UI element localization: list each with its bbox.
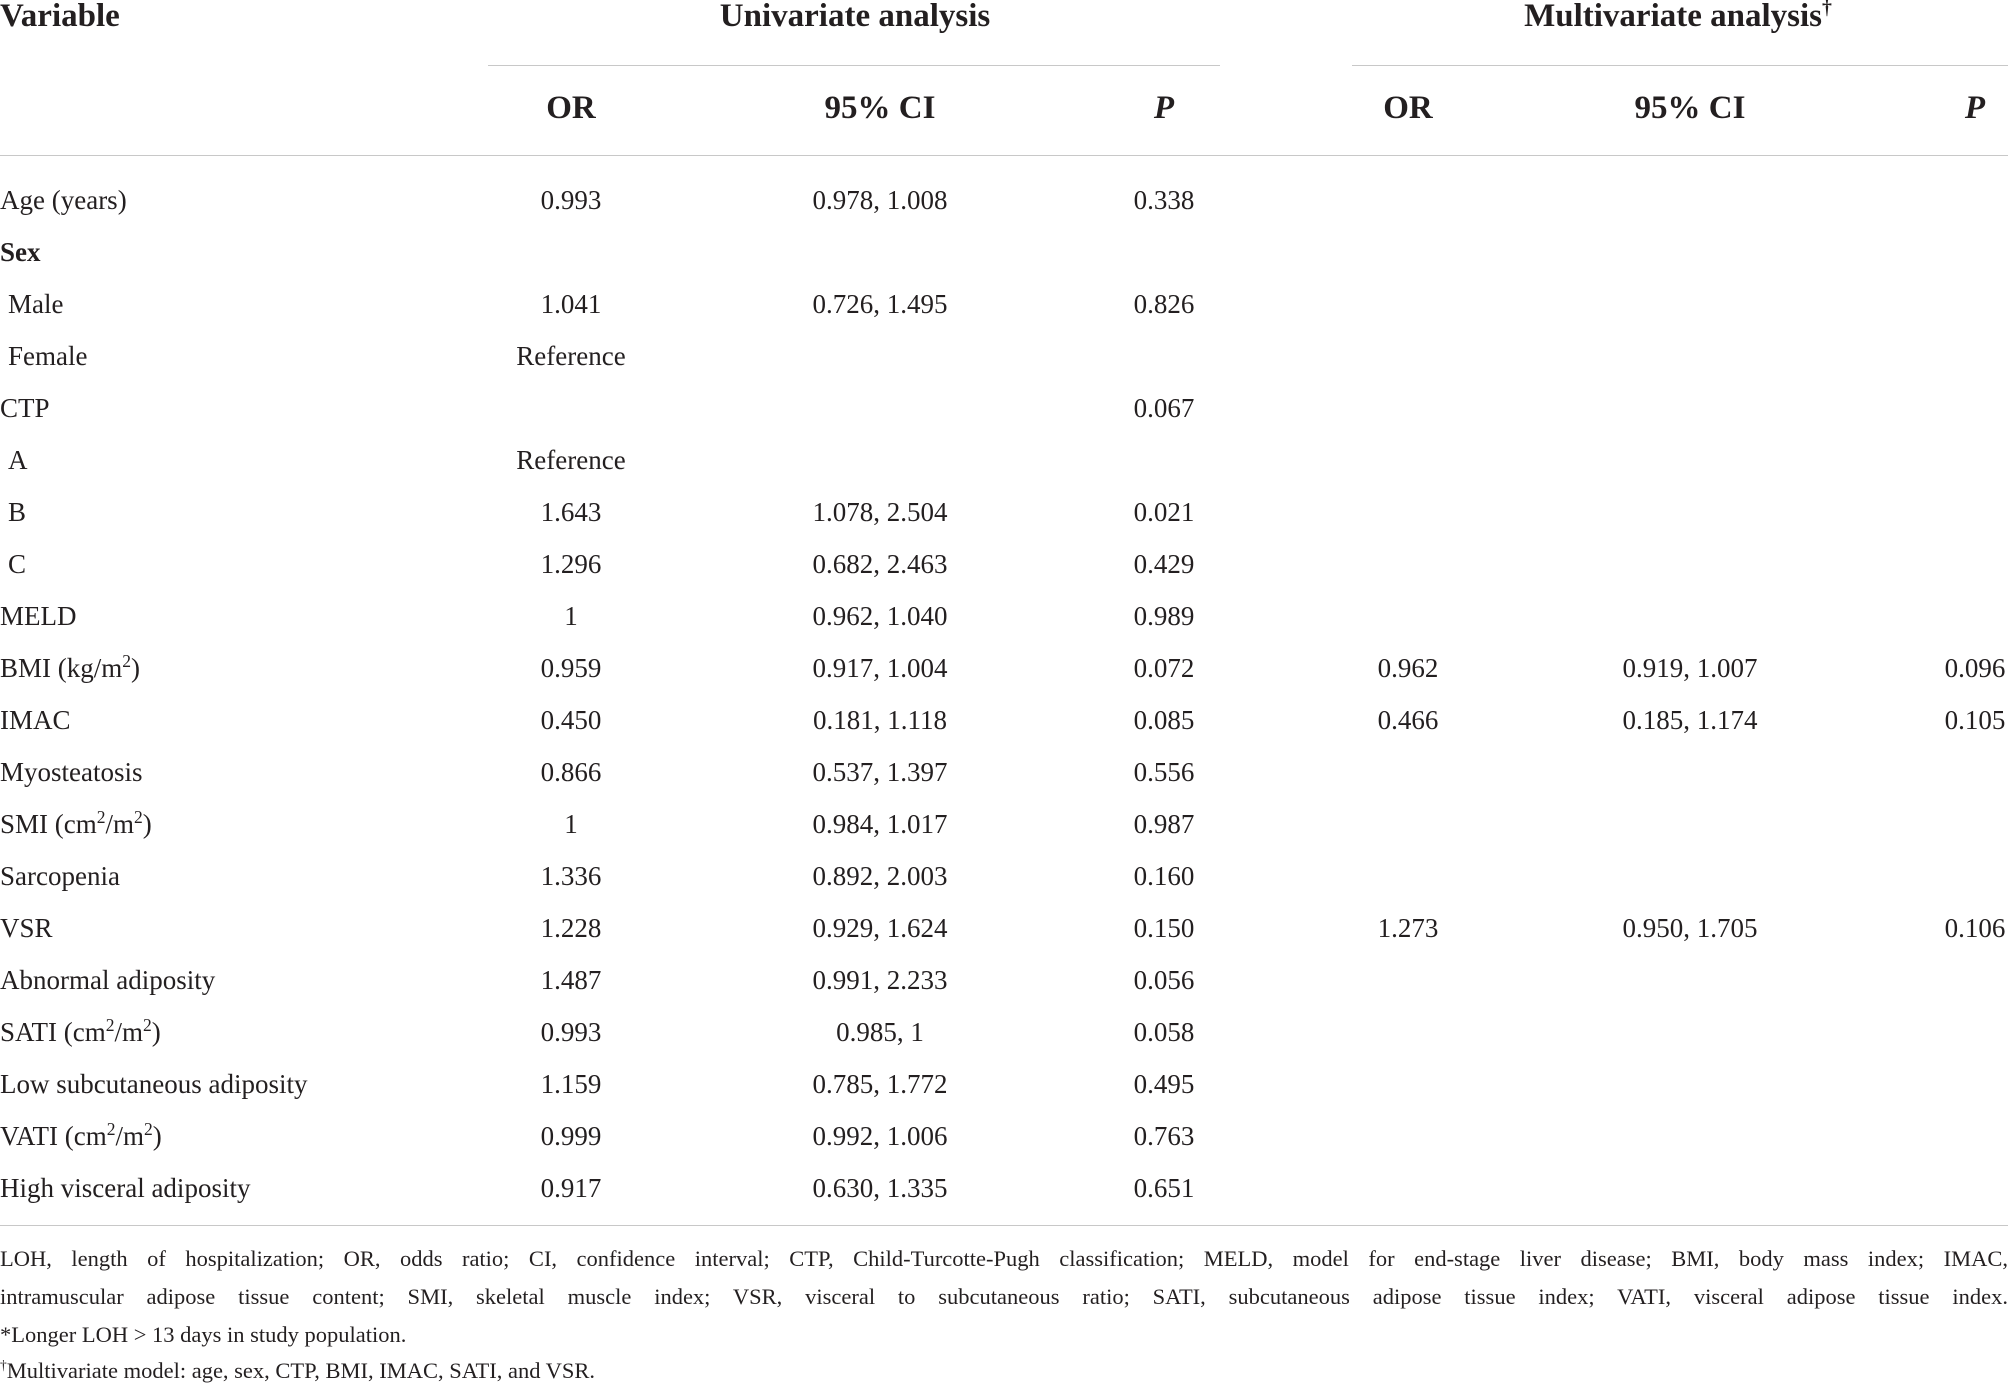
univariate-or: 0.450 [540,705,602,735]
row-variable [0,642,140,694]
univariate-or-header: OR [546,90,596,126]
superscript: 2 [143,1015,152,1035]
table-row [0,642,2008,694]
multivariate-ci: 0.919, 1.007 [1622,653,1758,683]
multivariate-ci: 0.185, 1.174 [1622,705,1758,735]
univariate-ci: 0.978, 1.008 [812,185,948,215]
row-variable: Low subcutaneous adiposity [0,1069,308,1099]
univariate-or: 1 [564,601,578,631]
multivariate-p: 0.106 [1944,913,2006,943]
row-variable [0,798,152,850]
univariate-p: 0.989 [1133,601,1195,631]
table-row [0,1162,2008,1214]
superscript: 2 [96,807,106,827]
univariate-or: 1.041 [540,289,602,319]
variable-text-tail: ) [152,1121,162,1151]
univariate-p: 0.338 [1133,185,1195,215]
univariate-p: 0.495 [1133,1069,1195,1099]
univariate-or: Reference [516,445,626,475]
univariate-or: 0.993 [540,1017,602,1047]
row-variable: High visceral adiposity [0,1173,251,1203]
multivariate-model-footnote [0,1352,2008,1390]
univariate-or: 1 [564,809,578,839]
univariate-ci: 1.078, 2.504 [812,497,948,527]
variable-text: SMI (cm [0,809,97,839]
table-row [0,538,2008,590]
row-variable: Age (years) [0,185,127,215]
univariate-or: 0.999 [540,1121,602,1151]
univariate-ci: 0.630, 1.335 [812,1173,948,1203]
table-row [0,382,2008,434]
univariate-or: 0.959 [540,653,602,683]
univariate-or: 1.159 [540,1069,602,1099]
multivariate-or-header: OR [1383,90,1433,126]
univariate-or: 1.487 [540,965,602,995]
table-row [0,590,2008,642]
univariate-ci: 0.682, 2.463 [812,549,948,579]
univariate-or: 1.336 [540,861,602,891]
univariate-p-header: P [1153,90,1175,126]
univariate-p: 0.651 [1133,1173,1195,1203]
table-row [0,954,2008,1006]
univariate-p: 0.826 [1133,289,1195,319]
row-variable: Sex [0,237,41,267]
table-row [0,798,2008,850]
univariate-or: 0.917 [540,1173,602,1203]
univariate-header [720,0,990,35]
table-row [0,486,2008,538]
univariate-ci: 0.181, 1.118 [813,705,947,735]
univariate-p: 0.763 [1133,1121,1195,1151]
row-variable: Female [8,341,88,371]
univariate-ci: 0.785, 1.772 [812,1069,948,1099]
multivariate-or: 1.273 [1377,913,1439,943]
superscript: 2 [144,1119,153,1139]
variable-text-tail: ) [131,653,141,683]
univariate-p: 0.150 [1133,913,1195,943]
univariate-or: 0.993 [540,185,602,215]
row-variable [0,1006,161,1058]
variable-text-mid: /m [105,809,135,839]
longer-loh-footnote: *Longer LOH > 13 days in study population. [0,1322,407,1347]
univariate-ci: 0.992, 1.006 [812,1121,948,1151]
variable-text: VATI (cm [0,1121,107,1151]
footnote-dagger: † [0,1357,7,1373]
row-variable: Myosteatosis [0,757,143,787]
row-variable: C [8,549,27,579]
table-row [0,902,2008,954]
univariate-p: 0.556 [1133,757,1195,787]
univariate-or: 0.866 [540,757,602,787]
row-variable: A [8,445,28,475]
row-variable: IMAC [0,705,71,735]
multivariate-dagger: † [1822,0,1832,19]
univariate-p: 0.085 [1133,705,1195,735]
variable-column-header: Variable [0,0,120,34]
univariate-ci: 0.985, 1 [836,1017,924,1047]
abbreviations-line-1: LOH, length of hospitalization; OR, odds ratio; CI, confidence interval; CTP, Child-Turcotte-Pugh classification; MELD, model for end-stage liver disease; BMI, body mass index; IMAC, [0,1246,2008,1271]
univariate-p: 0.021 [1133,497,1195,527]
header-bottom-rule [0,155,2008,156]
row-variable: MELD [0,601,77,631]
multivariate-model-text: Multivariate model: age, sex, CTP, BMI, IMAC, SATI, and VSR. [6,1358,596,1383]
multivariate-or: 0.466 [1377,705,1439,735]
univariate-ci: 0.929, 1.624 [812,913,948,943]
univariate-ci-header: 95% CI [824,90,936,126]
superscript: 2 [106,1119,116,1139]
multivariate-or: 0.962 [1377,653,1439,683]
variable-text: SATI (cm [0,1017,106,1047]
multivariate-ci-header: 95% CI [1634,90,1746,126]
table-row [0,434,2008,486]
row-variable [0,1110,162,1162]
table-row [0,278,2008,330]
multivariate-header [1524,0,1832,35]
univariate-p: 0.056 [1133,965,1195,995]
multivariate-p: 0.096 [1944,653,2006,683]
table-row [0,746,2008,798]
univariate-p: 0.160 [1133,861,1195,891]
superscript: 2 [134,807,143,827]
univariate-ci: 0.984, 1.017 [812,809,948,839]
row-variable: CTP [0,393,50,423]
univariate-ci: 0.892, 2.003 [812,861,948,891]
row-variable: Male [8,289,64,319]
superscript: 2 [122,651,132,671]
univariate-ci: 0.726, 1.495 [812,289,948,319]
table-row [0,1058,2008,1110]
table-row [0,850,2008,902]
univariate-or: 1.643 [540,497,602,527]
multivariate-rule [1352,65,2008,66]
multivariate-ci: 0.950, 1.705 [1622,913,1758,943]
multivariate-p: 0.105 [1944,705,2006,735]
univariate-rule [488,65,1220,66]
table-row [0,1006,2008,1058]
table-row [0,226,2008,278]
variable-text-tail: ) [142,809,152,839]
variable-text-mid: /m [115,1121,145,1151]
multivariate-p-header: P [1964,90,1986,126]
row-variable: B [8,497,27,527]
univariate-ci: 0.962, 1.040 [812,601,948,631]
univariate-p: 0.429 [1133,549,1195,579]
univariate-ci: 0.991, 2.233 [812,965,948,995]
superscript: 2 [105,1015,115,1035]
univariate-or: 1.228 [540,913,602,943]
univariate-p: 0.072 [1133,653,1195,683]
table-row [0,330,2008,382]
row-variable: Sarcopenia [0,861,120,891]
row-variable: Abnormal adiposity [0,965,216,995]
table-row [0,694,2008,746]
univariate-p: 0.987 [1133,809,1195,839]
univariate-or: 1.296 [540,549,602,579]
univariate-or: Reference [516,341,626,371]
variable-text-tail: ) [151,1017,161,1047]
variable-text: BMI (kg/m [0,653,123,683]
univariate-p: 0.058 [1133,1017,1195,1047]
table-row [0,174,2008,226]
univariate-ci: 0.917, 1.004 [812,653,948,683]
variable-text-mid: /m [114,1017,144,1047]
table-row [0,1110,2008,1162]
multivariate-header-label: Multivariate analysis [1524,0,1823,34]
row-variable: VSR [0,913,53,943]
univariate-p: 0.067 [1133,393,1195,423]
abbreviations-line-2: intramuscular adipose tissue content; SMI, skeletal muscle index; VSR, visceral to subcutaneous ratio; SATI, subcutaneous adipose tissue index; VATI, visceral adipose tissue index. [0,1284,2008,1309]
univariate-ci: 0.537, 1.397 [812,757,948,787]
univariate-header-label: Univariate analysis [719,0,991,34]
table-bottom-rule [0,1225,2008,1226]
